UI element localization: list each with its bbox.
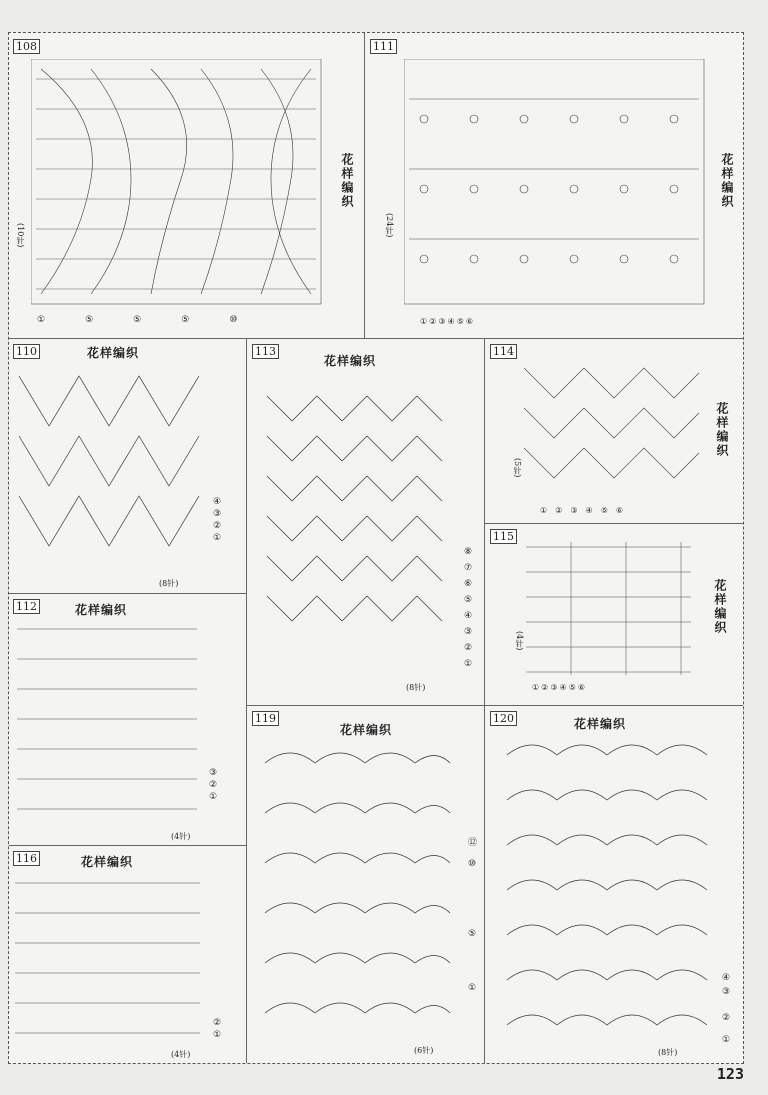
stitch-count: (6针) — [414, 1046, 434, 1055]
panel-120 — [484, 705, 743, 1063]
row-markers — [540, 506, 623, 515]
pattern-number: 116 — [13, 851, 40, 866]
pattern-number: 115 — [490, 529, 517, 544]
row-marker: ① — [722, 1035, 731, 1045]
stitch-count: (4针) — [171, 1050, 191, 1059]
row-marker: ② — [429, 317, 437, 326]
row-markers — [532, 683, 585, 692]
row-marker: ④ — [213, 497, 222, 507]
pattern-number: 120 — [490, 711, 517, 726]
row-marker: ⑦ — [464, 563, 473, 573]
pattern-title: 花样编织 — [324, 354, 377, 368]
row-marker: ② — [213, 1018, 222, 1028]
pattern-number: 112 — [13, 599, 40, 614]
crochet-chart-108 — [31, 59, 331, 309]
row-marker: ⑥ — [464, 579, 473, 589]
panel-116 — [9, 845, 246, 1063]
stitch-count: (8针) — [159, 579, 179, 588]
row-marker: ① — [464, 659, 473, 669]
row-marker: ① — [540, 506, 548, 515]
row-markers — [37, 315, 237, 325]
row-marker: ⑤ — [456, 317, 464, 326]
crochet-chart-116 — [15, 873, 205, 1043]
panel-110 — [9, 338, 246, 593]
row-marker: ⑩ — [468, 859, 477, 869]
panel-114 — [484, 338, 743, 523]
pattern-title: 花样编织 — [75, 603, 128, 617]
pattern-number: 110 — [13, 344, 40, 359]
panel-111 — [364, 33, 743, 338]
crochet-chart-111 — [404, 59, 709, 309]
panel-112 — [9, 593, 246, 845]
stitch-count: (10针) — [16, 223, 25, 248]
row-marker: ② — [213, 521, 222, 531]
row-marker: ⑥ — [577, 683, 586, 692]
pattern-number: 114 — [490, 344, 517, 359]
row-markers — [213, 496, 221, 544]
row-marker: ② — [209, 780, 218, 790]
row-marker: ⑤ — [600, 506, 608, 515]
row-marker: ⑫ — [468, 838, 478, 848]
stitch-count: (8针) — [406, 683, 426, 692]
stitch-count: (4针) — [515, 631, 524, 651]
page-number: 123 — [716, 1065, 744, 1083]
pattern-title: 花样编织 — [574, 717, 627, 731]
row-marker: ③ — [722, 987, 731, 997]
panel-108 — [9, 33, 364, 338]
pattern-title: 花样编织 — [81, 855, 134, 869]
row-marker: ① — [213, 1030, 222, 1040]
crochet-chart-113 — [262, 376, 452, 666]
pattern-title: 花样编织 — [713, 579, 727, 635]
pattern-title: 花样编织 — [340, 153, 354, 209]
row-markers — [209, 767, 217, 803]
row-marker: ④ — [447, 317, 455, 326]
row-marker: ① — [209, 792, 218, 802]
panel-119 — [246, 705, 484, 1063]
row-marker: ① — [213, 533, 222, 543]
row-marker: ⑤ — [181, 315, 190, 325]
row-marker: ③ — [213, 509, 222, 519]
pattern-number: 108 — [13, 39, 40, 54]
pattern-number: 119 — [252, 711, 279, 726]
crochet-chart-119 — [260, 743, 455, 1043]
crochet-chart-110 — [19, 366, 209, 566]
row-marker: ② — [541, 683, 549, 692]
panel-113 — [246, 338, 484, 705]
row-marker: ① — [37, 315, 46, 325]
row-marker: ⑧ — [464, 547, 473, 557]
row-marker: ⑩ — [229, 315, 238, 325]
pattern-number: 113 — [252, 344, 279, 359]
row-marker: ③ — [438, 317, 446, 326]
row-marker: ① — [532, 683, 540, 692]
row-marker: ③ — [570, 506, 578, 515]
row-marker: ⑤ — [568, 683, 576, 692]
row-marker: ① — [468, 983, 477, 993]
row-marker: ⑥ — [465, 317, 474, 326]
row-marker: ④ — [585, 506, 593, 515]
row-marker: ⑤ — [464, 595, 473, 605]
crochet-chart-112 — [17, 619, 202, 819]
pattern-title: 花样编织 — [720, 153, 734, 209]
row-marker: ② — [722, 1013, 731, 1023]
row-marker: ② — [464, 643, 473, 653]
row-marker: ② — [555, 506, 563, 515]
row-markers — [213, 1017, 221, 1041]
stitch-count: (8针) — [658, 1048, 678, 1057]
crochet-chart-115 — [526, 537, 696, 677]
row-marker: ④ — [464, 611, 473, 621]
row-marker: ① — [420, 317, 428, 326]
row-marker: ③ — [550, 683, 558, 692]
row-marker: ⑤ — [468, 929, 477, 939]
row-markers — [464, 544, 472, 672]
pattern-page — [8, 32, 744, 1064]
stitch-count: (24针) — [385, 213, 394, 238]
row-marker: ③ — [464, 627, 473, 637]
row-marker: ④ — [559, 683, 567, 692]
stitch-count: (4针) — [171, 832, 191, 841]
panel-115 — [484, 523, 743, 705]
stitch-count: (5针) — [513, 458, 522, 478]
pattern-number: 111 — [370, 39, 397, 54]
row-marker: ⑤ — [85, 315, 94, 325]
pattern-title: 花样编织 — [715, 402, 729, 458]
row-marker: ④ — [722, 973, 731, 983]
pattern-title: 花样编织 — [87, 346, 140, 360]
row-marker: ⑤ — [133, 315, 142, 325]
crochet-chart-120 — [502, 735, 717, 1045]
row-marker: ⑥ — [615, 506, 624, 515]
row-marker: ③ — [209, 768, 218, 778]
crochet-chart-114 — [524, 348, 704, 498]
pattern-title: 花样编织 — [340, 723, 393, 737]
row-markers — [420, 317, 473, 326]
